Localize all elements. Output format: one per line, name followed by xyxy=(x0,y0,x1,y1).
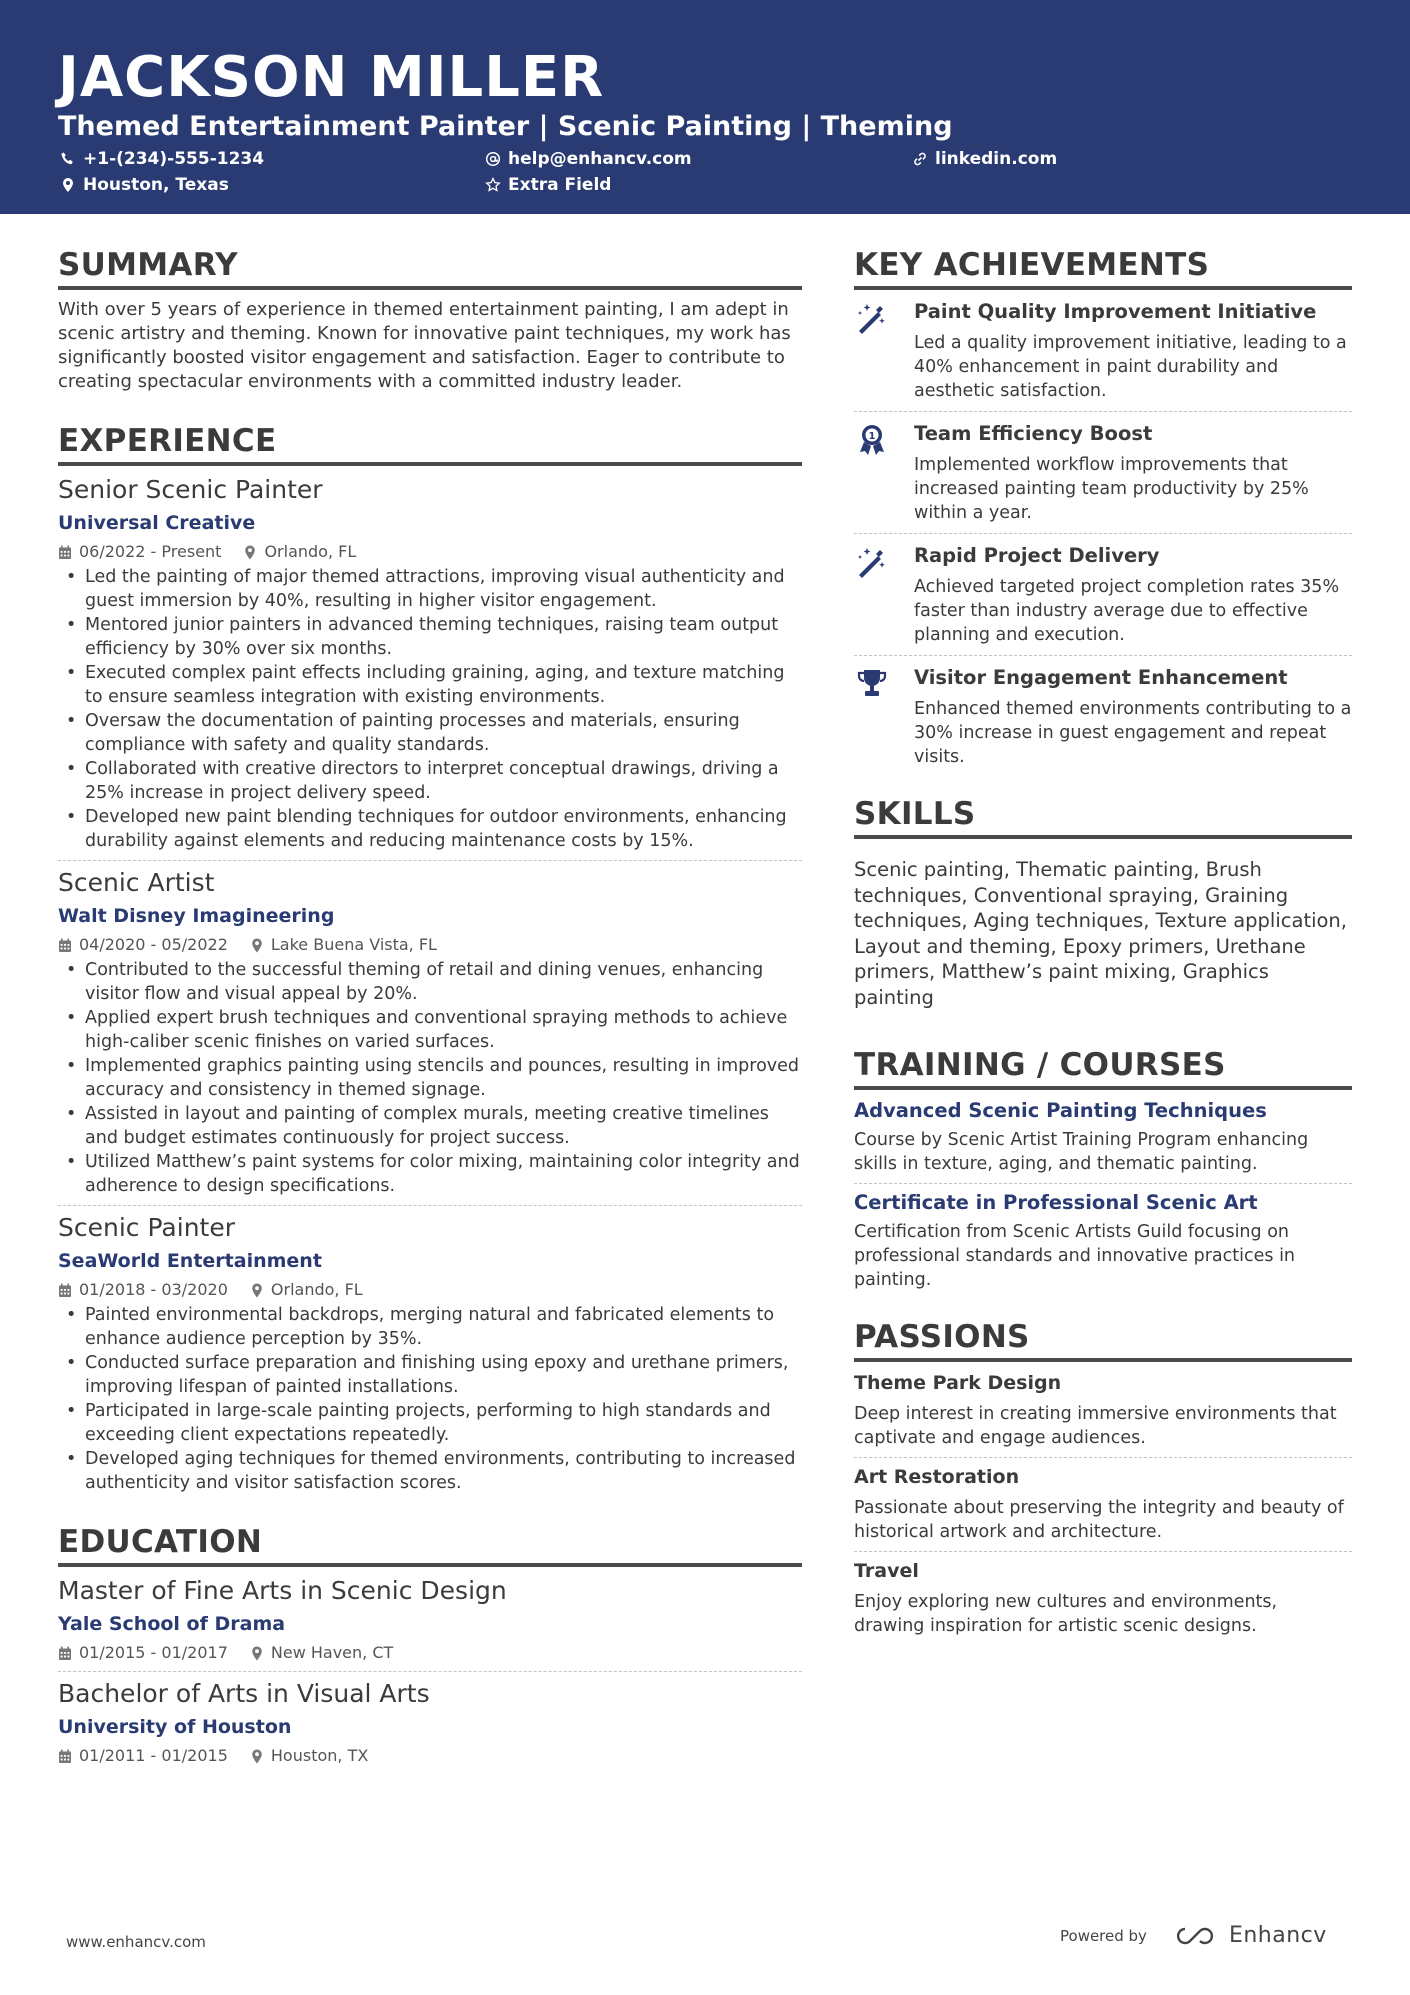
contact-linkedin xyxy=(912,148,1057,170)
achievement-icon-wrap xyxy=(854,420,914,525)
degree-title: Master of Fine Arts in Scenic Design xyxy=(58,1576,507,1605)
bullet-item: • Mentored junior painters in advanced theming techniques, raising team output efficiency by 30% over six months. xyxy=(58,613,802,661)
footer-website[interactable]: www.enhancv.com xyxy=(66,1933,206,1951)
education-item xyxy=(58,1678,802,1767)
passions-title: PASSIONS xyxy=(854,1319,1030,1355)
skills-section xyxy=(854,795,1352,1010)
bullet-item: • Assisted in layout and painting of complex murals, meeting creative timelines and budget estimates continuously for project success. xyxy=(58,1102,802,1150)
job-location xyxy=(243,541,356,563)
job-meta xyxy=(58,934,802,956)
bullet-item: • Painted environmental backdrops, merging natural and fabricated elements to enhance audience perception by 35%. xyxy=(58,1303,802,1351)
right-column xyxy=(854,246,1352,1638)
section-divider xyxy=(854,835,1352,839)
achievements-section xyxy=(854,246,1352,773)
location-pin-icon xyxy=(60,177,76,193)
education-dates-text: 01/2015 - 01/2017 xyxy=(79,1643,228,1662)
job-location-text: Lake Buena Vista, FL xyxy=(270,935,437,954)
training-section xyxy=(854,1046,1352,1292)
experience-item xyxy=(58,474,802,853)
company-name: SeaWorld Entertainment xyxy=(58,1250,322,1272)
bullet-item: • Implemented graphics painting using stencils and pounces, resulting in improved accuracy and consistency in themed signage. xyxy=(58,1054,802,1102)
award-ribbon-icon xyxy=(854,422,890,458)
education-meta xyxy=(58,1745,802,1767)
item-divider xyxy=(854,1457,1352,1458)
course-desc: Certification from Scenic Artists Guild focusing on professional standards and innovative practices in painting. xyxy=(854,1222,1296,1290)
company-name: Universal Creative xyxy=(58,512,256,534)
job-location-text: Orlando, FL xyxy=(264,542,357,561)
achievement-item xyxy=(854,414,1352,529)
job-dates-text: 01/2018 - 03/2020 xyxy=(79,1280,228,1299)
location-pin-icon xyxy=(250,1646,264,1661)
education-location xyxy=(250,1642,393,1664)
location-pin-icon xyxy=(250,938,264,953)
passion-title: Theme Park Design xyxy=(854,1372,1062,1394)
contact-email xyxy=(485,148,692,170)
achievement-item xyxy=(854,658,1352,773)
education-dates xyxy=(58,1745,228,1767)
summary-title: SUMMARY xyxy=(58,247,238,283)
education-dates xyxy=(58,1642,228,1664)
bullet-item: • Developed new paint blending techniques for outdoor environments, enhancing durability against elements and reducing maintenance costs by 15%. xyxy=(58,805,802,853)
skills-title: SKILLS xyxy=(854,796,976,832)
enhancv-logo-icon xyxy=(1173,1925,1217,1947)
passion-desc: Deep interest in creating immersive environments that captivate and engage audiences. xyxy=(854,1404,1337,1448)
bullet-item: • Participated in large-scale painting projects, performing to high standards and exceeding client expectations repeatedly. xyxy=(58,1399,802,1447)
training-title: TRAINING / COURSES xyxy=(854,1047,1226,1083)
experience-title: EXPERIENCE xyxy=(58,423,277,459)
location-pin-icon xyxy=(250,1283,264,1298)
course-title: Advanced Scenic Painting Techniques xyxy=(854,1099,1267,1122)
achievement-desc: Enhanced themed environments contributing to a 30% increase in guest engagement and repeat visits. xyxy=(914,699,1352,767)
bullet-item: • Executed complex paint effects including graining, aging, and texture matching to ensure seamless integration with existing environments. xyxy=(58,661,802,709)
candidate-headline: Themed Entertainment Painter | Scenic Painting | Theming xyxy=(58,111,953,142)
passion-desc: Enjoy exploring new cultures and environments, drawing inspiration for artistic scenic designs. xyxy=(854,1592,1278,1636)
svg-text:1: 1 xyxy=(868,431,876,442)
achievement-title: Team Efficiency Boost xyxy=(914,422,1153,445)
job-dates xyxy=(58,934,228,956)
achievement-icon-wrap xyxy=(854,298,914,403)
calendar-icon xyxy=(58,938,72,953)
achievement-desc: Led a quality improvement initiative, leading to a 40% enhancement in paint durability and aesthetic satisfaction. xyxy=(914,333,1347,401)
calendar-icon xyxy=(58,1749,72,1764)
education-section xyxy=(58,1523,802,1767)
job-bullets xyxy=(58,958,802,1198)
passion-item xyxy=(854,1558,1352,1638)
location-text: Houston, Texas xyxy=(83,175,229,195)
magic-wand-icon xyxy=(854,544,890,580)
experience-item xyxy=(58,1212,802,1495)
phone-icon xyxy=(60,151,76,167)
item-divider xyxy=(58,1205,802,1206)
job-title: Scenic Artist xyxy=(58,868,215,897)
experience-item xyxy=(58,867,802,1198)
company-name: Walt Disney Imagineering xyxy=(58,905,335,927)
footer-branding xyxy=(1060,1923,1327,1948)
contact-location xyxy=(60,174,229,196)
achievement-item xyxy=(854,536,1352,651)
job-location xyxy=(250,934,437,956)
bullet-item: • Utilized Matthew’s paint systems for color mixing, maintaining color integrity and adherence to design specifications. xyxy=(58,1150,802,1198)
course-item xyxy=(854,1190,1352,1292)
achievement-body xyxy=(914,542,1352,647)
email-link[interactable]: help@enhancv.com xyxy=(508,149,692,169)
experience-section xyxy=(58,422,802,1495)
contact-extra xyxy=(485,174,611,196)
education-location-text: Houston, TX xyxy=(270,1746,369,1765)
phone-text[interactable]: +1-(234)-555-1234 xyxy=(83,149,265,169)
education-location xyxy=(250,1745,368,1767)
job-dates xyxy=(58,1279,228,1301)
powered-by-text: Powered by xyxy=(1060,1926,1147,1945)
job-dates-text: 04/2020 - 05/2022 xyxy=(79,935,228,954)
extra-field-text: Extra Field xyxy=(508,175,612,195)
section-divider xyxy=(854,1358,1352,1362)
achievement-title: Visitor Engagement Enhancement xyxy=(914,666,1288,689)
course-desc: Course by Scenic Artist Training Program enhancing skills in texture, aging, and thematic painting. xyxy=(854,1130,1309,1174)
section-divider xyxy=(854,1086,1352,1090)
bullet-item: • Conducted surface preparation and finishing using epoxy and urethane primers, improving lifespan of painted installations. xyxy=(58,1351,802,1399)
course-item xyxy=(854,1098,1352,1176)
item-divider xyxy=(854,411,1352,412)
bullet-item: • Collaborated with creative directors to interpret conceptual drawings, driving a 25% increase in project delivery speed. xyxy=(58,757,802,805)
calendar-icon xyxy=(58,1283,72,1298)
calendar-icon xyxy=(58,545,72,560)
magic-wand-icon xyxy=(854,300,890,336)
achievement-desc: Achieved targeted project completion rates 35% faster than industry average due to effective planning and execution. xyxy=(914,577,1340,645)
section-divider xyxy=(58,286,802,290)
achievement-body xyxy=(914,664,1352,769)
calendar-icon xyxy=(58,1646,72,1661)
passion-item xyxy=(854,1370,1352,1450)
passions-section xyxy=(854,1318,1352,1638)
job-title: Scenic Painter xyxy=(58,1213,236,1242)
job-bullets xyxy=(58,565,802,853)
candidate-name: JACKSON MILLER xyxy=(58,45,605,110)
school-name: University of Houston xyxy=(58,1716,292,1738)
location-pin-icon xyxy=(250,1749,264,1764)
achievement-icon-wrap xyxy=(854,664,914,769)
job-location xyxy=(250,1279,363,1301)
section-divider xyxy=(58,462,802,466)
brand-name: Enhancv xyxy=(1228,1923,1327,1948)
star-icon xyxy=(485,177,501,193)
resume-header xyxy=(0,0,1410,214)
item-divider xyxy=(854,533,1352,534)
degree-title: Bachelor of Arts in Visual Arts xyxy=(58,1679,430,1708)
achievement-body xyxy=(914,298,1352,403)
left-column xyxy=(58,246,802,1767)
job-location-text: Orlando, FL xyxy=(270,1280,363,1299)
education-location-text: New Haven, CT xyxy=(270,1643,394,1662)
item-divider xyxy=(58,860,802,861)
job-title: Senior Scenic Painter xyxy=(58,475,323,504)
summary-section xyxy=(58,246,802,394)
job-dates-text: 06/2022 - Present xyxy=(79,542,222,561)
passion-title: Travel xyxy=(854,1560,919,1582)
achievement-item xyxy=(854,292,1352,407)
item-divider xyxy=(854,1183,1352,1184)
passion-desc: Passionate about preserving the integrity and beauty of historical artwork and architecture. xyxy=(854,1498,1344,1542)
education-dates-text: 01/2011 - 01/2015 xyxy=(79,1746,228,1765)
school-name: Yale School of Drama xyxy=(58,1613,286,1635)
education-item xyxy=(58,1575,802,1664)
bullet-item: • Developed aging techniques for themed environments, contributing to increased authenticity and visitor satisfaction scores. xyxy=(58,1447,802,1495)
job-meta xyxy=(58,1279,802,1301)
achievements-title: KEY ACHIEVEMENTS xyxy=(854,247,1210,283)
location-pin-icon xyxy=(243,545,257,560)
bullet-item: • Applied expert brush techniques and conventional spraying methods to achieve high-caliber scenic finishes on varied surfaces. xyxy=(58,1006,802,1054)
job-meta xyxy=(58,541,802,563)
job-bullets xyxy=(58,1303,802,1495)
item-divider xyxy=(854,1551,1352,1552)
bullet-item: • Contributed to the successful theming of retail and dining venues, enhancing visitor flow and visual appeal by 20%. xyxy=(58,958,802,1006)
linkedin-link[interactable]: linkedin.com xyxy=(935,149,1058,169)
link-icon xyxy=(912,151,928,167)
bullet-item: • Oversaw the documentation of painting processes and materials, ensuring compliance with safety and quality standards. xyxy=(58,709,802,757)
section-divider xyxy=(854,286,1352,290)
at-sign-icon xyxy=(485,151,501,167)
education-meta xyxy=(58,1642,802,1664)
skills-list: Scenic painting, Thematic painting, Brush techniques, Conventional spraying, Graining techniques, Aging techniques, Texture application, Layout and theming, Epoxy primers, Urethane primers, Matthew’s paint mixing, Graphics painting xyxy=(854,858,1347,1009)
achievement-icon-wrap xyxy=(854,542,914,647)
contact-phone xyxy=(60,148,264,170)
item-divider xyxy=(854,655,1352,656)
item-divider xyxy=(58,1671,802,1672)
education-title: EDUCATION xyxy=(58,1524,263,1560)
section-divider xyxy=(58,1563,802,1567)
achievement-title: Paint Quality Improvement Initiative xyxy=(914,300,1317,323)
achievement-desc: Implemented workflow improvements that increased painting team productivity by 25% within a year. xyxy=(914,455,1309,523)
course-title: Certificate in Professional Scenic Art xyxy=(854,1191,1258,1214)
bullet-item: • Led the painting of major themed attractions, improving visual authenticity and guest immersion by 40%, resulting in higher visitor engagement. xyxy=(58,565,802,613)
achievement-body xyxy=(914,420,1352,525)
trophy-icon xyxy=(854,666,890,702)
passion-item xyxy=(854,1464,1352,1544)
passion-title: Art Restoration xyxy=(854,1466,1020,1488)
summary-text: With over 5 years of experience in themed entertainment painting, I am adept in scenic artistry and theming. Known for innovative paint techniques, my work has significantly boosted visitor engagement and satisfaction. Eager to contribute to creating spectacular environments with a committed industry leader. xyxy=(58,299,791,392)
achievement-title: Rapid Project Delivery xyxy=(914,544,1160,567)
job-dates xyxy=(58,541,221,563)
